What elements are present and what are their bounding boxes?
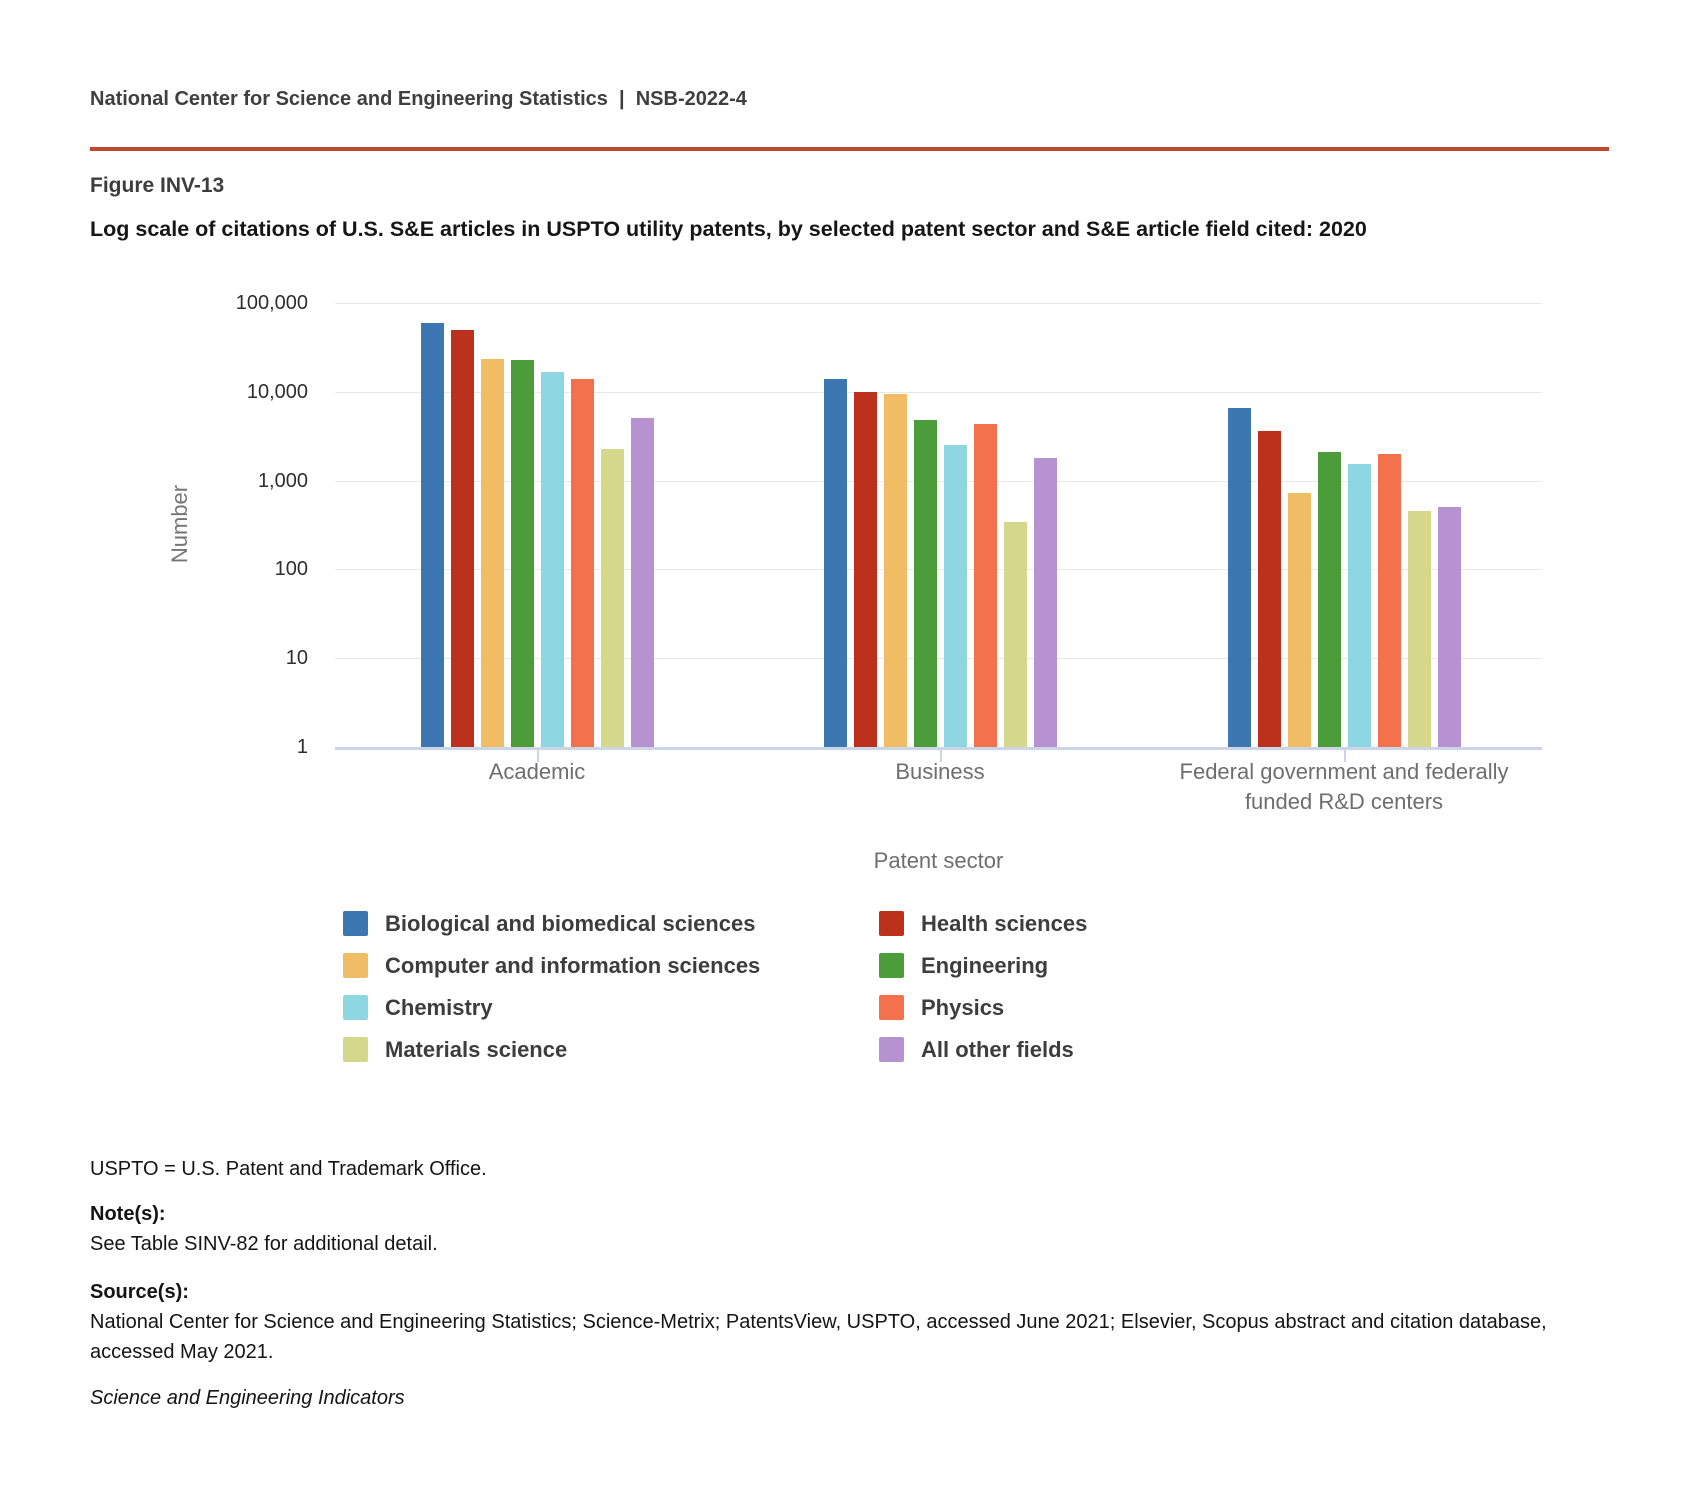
figure-title: Log scale of citations of U.S. S&E articles in USPTO utility patents, by selected patent sector and S&E article field cited: 2020 <box>90 217 1367 241</box>
bar <box>451 330 474 747</box>
bar <box>1258 431 1281 747</box>
x-axis-line <box>335 747 1542 750</box>
bar-group-business <box>824 303 1057 747</box>
notes-text: See Table SINV-82 for additional detail. <box>90 1233 438 1255</box>
bar <box>1228 408 1251 747</box>
legend-swatch <box>879 953 904 978</box>
legend-label: Computer and information sciences <box>385 952 761 978</box>
bar <box>631 418 654 747</box>
notes-label: Note(s): <box>90 1203 166 1225</box>
sources-label: Source(s): <box>90 1281 189 1303</box>
legend-swatch <box>879 1037 904 1062</box>
header-rule <box>90 147 1609 151</box>
legend-item <box>343 910 755 937</box>
bar <box>601 449 624 747</box>
category-label-academic: Academic <box>488 759 586 784</box>
sources-text: National Center for Science and Engineering Statistics; Science-Metrix; PatentsView, USPTO, accessed June 2021; Elsevier, Scopus abstract and citation database, accessed May 2021. <box>90 1311 1547 1363</box>
legend-label: Chemistry <box>385 994 493 1020</box>
bar <box>1378 454 1401 747</box>
legend-label: Materials science <box>385 1036 568 1062</box>
legend-swatch <box>343 953 368 978</box>
legend-item <box>879 1036 1074 1063</box>
bar <box>1318 452 1341 747</box>
publication-header: National Center for Science and Engineering Statistics | NSB-2022-4 <box>90 88 747 110</box>
legend-label: All other fields <box>921 1036 1074 1062</box>
bar <box>481 359 504 747</box>
legend-label: Biological and biomedical sciences <box>385 910 756 936</box>
bar <box>511 360 534 747</box>
bar <box>1288 493 1311 747</box>
legend-item <box>879 994 1004 1021</box>
y-tick-label: 10 <box>285 647 308 669</box>
legend-item <box>879 952 1048 979</box>
bar <box>421 323 444 747</box>
legend-label: Engineering <box>921 952 1049 978</box>
legend-swatch <box>343 995 368 1020</box>
legend-swatch <box>343 911 368 936</box>
legend-label: Physics <box>921 994 1005 1020</box>
legend-item <box>879 910 1087 937</box>
bar <box>1348 464 1371 747</box>
figure-label: Figure INV-13 <box>90 174 225 197</box>
bar <box>571 379 594 747</box>
abbreviation-note: USPTO = U.S. Patent and Trademark Office. <box>90 1158 487 1180</box>
legend-item <box>343 994 493 1021</box>
bar <box>944 445 967 747</box>
bar <box>884 394 907 747</box>
legend-swatch <box>879 995 904 1020</box>
y-tick-label: 100,000 <box>235 292 308 314</box>
legend-item <box>343 952 760 979</box>
bar <box>1408 511 1431 748</box>
bar <box>1034 458 1057 747</box>
category-label-federal: Federal government and federally funded R&D centers <box>1179 759 1509 814</box>
plot-area <box>335 303 1542 747</box>
category-label-business: Business <box>895 759 985 784</box>
bar <box>974 424 997 747</box>
bar <box>824 379 847 747</box>
bar-group-federal <box>1228 303 1461 747</box>
y-tick-label: 100 <box>274 558 308 580</box>
y-tick-label: 10,000 <box>246 381 308 403</box>
legend-swatch <box>343 1037 368 1062</box>
bar <box>854 392 877 747</box>
bar <box>541 372 564 747</box>
x-axis-title: Patent sector <box>873 848 1004 873</box>
legend-swatch <box>879 911 904 936</box>
bar-group-academic <box>421 303 654 747</box>
attribution: Science and Engineering Indicators <box>90 1387 405 1409</box>
bar <box>914 420 937 747</box>
y-axis-title: Number <box>167 484 192 564</box>
legend-item <box>343 1036 567 1063</box>
bar <box>1004 522 1027 747</box>
y-tick-label: 1 <box>296 736 308 758</box>
bar <box>1438 507 1461 747</box>
legend-label: Health sciences <box>921 910 1088 936</box>
y-tick-label: 1,000 <box>257 470 308 492</box>
